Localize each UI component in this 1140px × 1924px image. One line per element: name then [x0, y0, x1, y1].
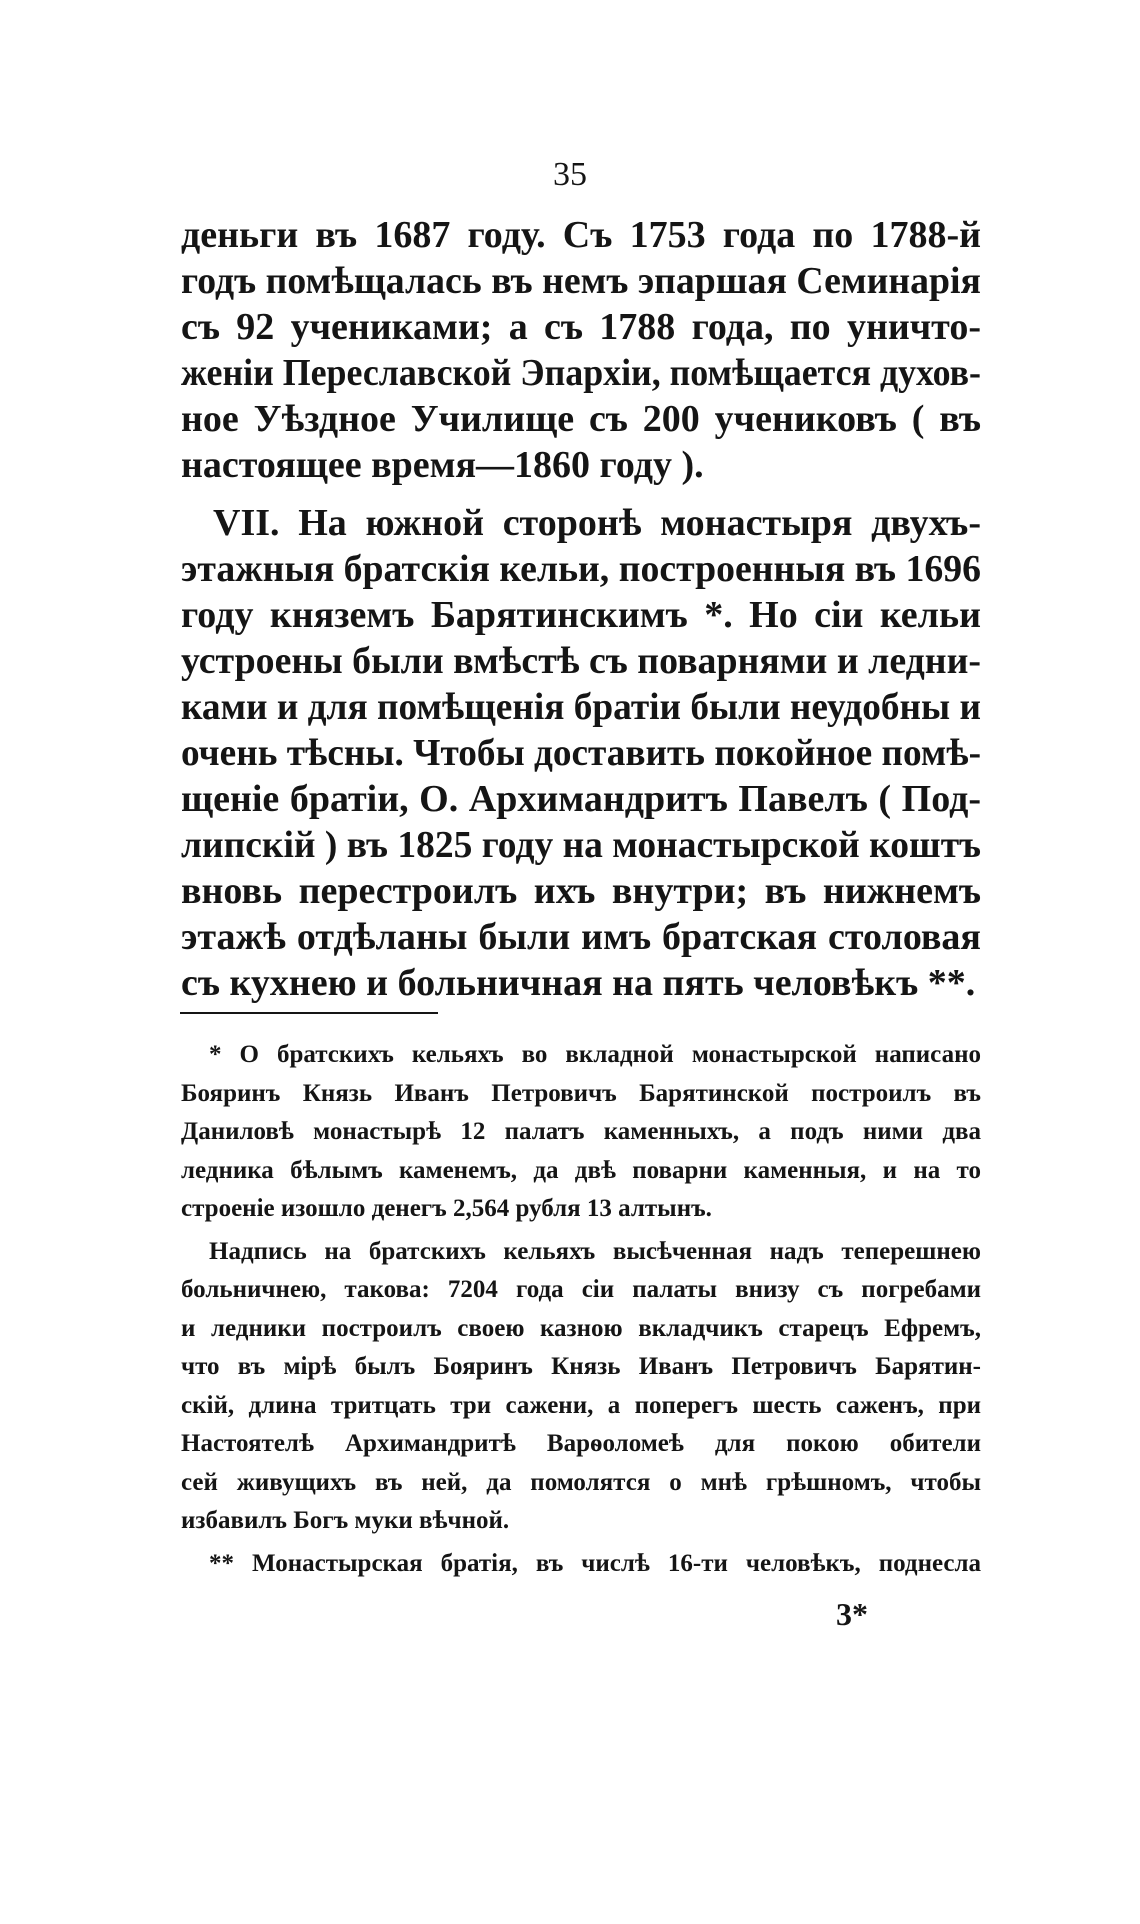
text-line: вновь перестроилъ ихъ внутри; въ нижнемъ	[181, 870, 981, 912]
footnotes	[181, 1036, 981, 1583]
footnote-line: Надпись на братскихъ кельяхъ высѣченная надъ теперешнею	[209, 1237, 981, 1265]
text-line: женіи Переславской Эпархіи, помѣщается духов-	[181, 352, 981, 394]
text-line: ками и для помѣщенія братіи были неудобны и	[181, 686, 982, 728]
footnote-line: избавилъ Богъ муки вѣчной.	[181, 1507, 510, 1534]
footnote-line: сей живущихъ въ ней, да помолятся о мнѣ грѣшномъ, чтобы	[181, 1468, 981, 1496]
text-line: деньги въ 1687 году. Съ 1753 года по 1788-й	[181, 214, 981, 256]
text-line: настоящее время—1860 году ).	[181, 444, 704, 486]
footnote-line: ледника бѣлымъ каменемъ, да двѣ поварни каменныя, и на то	[181, 1156, 981, 1184]
text-line: липскій ) въ 1825 году на монастырской коштъ	[181, 824, 981, 866]
text-line: щеніе братіи, О. Архимандритъ Павелъ ( Под-	[181, 778, 981, 820]
page-number: 35	[553, 156, 587, 193]
footnote-divider	[180, 1012, 438, 1014]
text-line: съ кухнею и больничная на пять человѣкъ **.	[181, 962, 976, 1004]
footnote-line: ** Монастырская братія, въ числѣ 16-ти человѣкъ, поднесла	[209, 1549, 981, 1577]
footnote-line: Настоятелѣ Архимандритѣ Варѳоломеѣ для покою обители	[181, 1430, 981, 1457]
text-line: ное Уѣздное Училище съ 200 учениковъ ( въ	[181, 398, 981, 440]
text-line: очень тѣсны. Чтобы доставить покойное помѣ-	[181, 732, 982, 774]
text-line: этажѣ отдѣланы были имъ братская столовая	[181, 916, 981, 958]
footnote-line: Даниловѣ монастырѣ 12 палатъ каменныхъ, а подъ ними два	[181, 1118, 981, 1145]
footnote-line: Бояринъ Князь Иванъ Петровичъ Барятинской построилъ въ	[181, 1079, 981, 1107]
text-line: годъ помѣщалась въ немъ эпаршая Семинарія	[181, 260, 981, 302]
footnote-line: строеніе изошло денегъ 2,564 рубля 13 алтынъ.	[181, 1195, 712, 1222]
footnote-line: что въ мірѣ былъ Бояринъ Князь Иванъ Петровичъ Барятин-	[181, 1353, 981, 1380]
footnote-line: и ледники построилъ своею казною вкладчикъ старецъ Ефремъ,	[181, 1314, 981, 1342]
main-text	[181, 212, 981, 1006]
text-line: VII. На южной сторонѣ монастыря двухъ-	[213, 502, 981, 544]
text-line: устроены были вмѣстѣ съ поварнями и ледни-	[181, 640, 981, 682]
text-line: этажныя братскія кельи, построенныя въ 1696	[181, 548, 982, 590]
text-line: году княземъ Барятинскимъ *. Но сіи кельи	[181, 594, 981, 636]
footnote-line: скій, длина тритцать три сажени, а поперегъ шесть саженъ, при	[181, 1391, 981, 1419]
text-line: съ 92 учениками; а съ 1788 года, по уничто-	[181, 306, 981, 348]
footnote-line: больничнею, такова: 7204 года сіи палаты внизу съ погребами	[181, 1276, 981, 1303]
signature-mark: 3*	[836, 1596, 868, 1632]
footnote-line: * О братскихъ кельяхъ во вкладной монастырской написано	[209, 1041, 981, 1068]
